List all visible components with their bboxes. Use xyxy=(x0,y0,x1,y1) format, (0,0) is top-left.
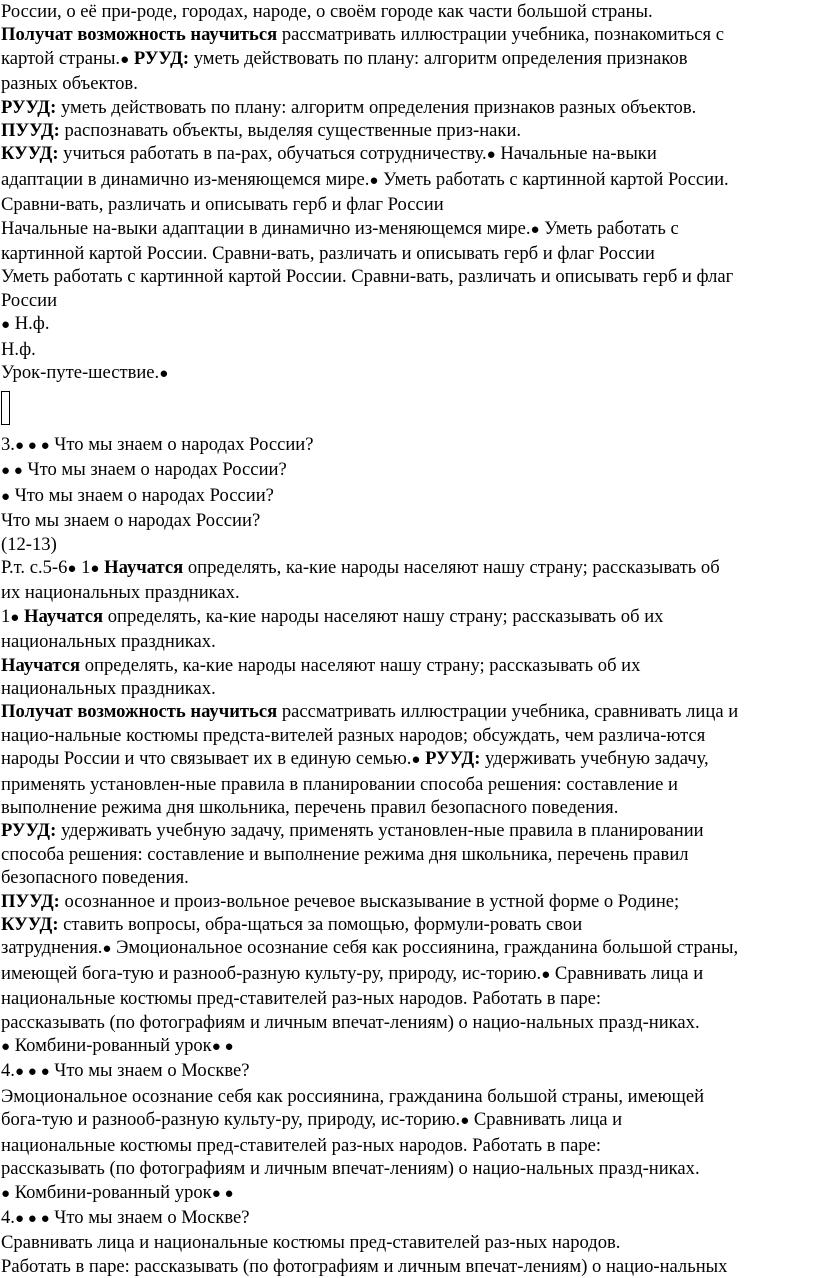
text-run: Р.т. с.5-6 xyxy=(1,556,68,578)
text-line xyxy=(1,533,812,556)
text-run: уметь действовать по плану: алгоритм определения признаков разных объектов. xyxy=(56,96,697,118)
text-line xyxy=(1,142,812,167)
text-line xyxy=(1,1011,812,1034)
text-run: Н.ф. xyxy=(1,338,36,360)
text-run: распознавать объекты, выделяя существенные приз-наки. xyxy=(59,120,522,142)
text-line xyxy=(1,1134,812,1157)
text-line xyxy=(1,242,812,265)
text-run: Уметь работать с картинной картой России. xyxy=(378,168,729,190)
text-line xyxy=(1,936,812,961)
text-line xyxy=(1,96,812,119)
text-run: Комбини-рованный урок xyxy=(10,1181,212,1203)
bullet-icon: ● xyxy=(1,317,11,334)
text-run: народы России и что связывает их в единую семью. xyxy=(1,748,412,770)
text-line xyxy=(1,913,812,936)
text-run: картой страны. xyxy=(1,47,121,69)
text-line xyxy=(1,581,812,604)
bullet-icon: ● xyxy=(541,966,551,983)
text-run: 3. xyxy=(1,433,15,455)
text-run: безопасного поведения. xyxy=(1,867,189,889)
text-line xyxy=(1,119,812,142)
text-run: Сравнивать лица и национальные костюмы пред-ставителей раз-ных народов. xyxy=(1,1232,621,1254)
text-line xyxy=(1,987,812,1010)
text-run: адаптации в динамично из-меняющемся мире. xyxy=(1,168,370,190)
bullet-icon: ● xyxy=(90,560,100,577)
text-run: способа решения: составление и выполнение режима дня школьника, перечень правил xyxy=(1,843,689,865)
text-run: 4. xyxy=(1,1060,15,1082)
text-line xyxy=(1,338,812,361)
text-line xyxy=(1,962,812,987)
text-run: Эмоциональное осознание себя как россиянина, гражданина большой страны, xyxy=(111,937,739,959)
text-line xyxy=(1,217,812,242)
text-line xyxy=(1,289,812,312)
text-run: удерживать учебную задачу, применять установлен-ные правила в планировании xyxy=(56,820,704,842)
bold-label: ПУУД: xyxy=(1,120,60,142)
text-line xyxy=(1,1181,812,1206)
bold-label: РУУД: xyxy=(133,47,190,69)
bullet-icon: ● xyxy=(67,560,77,577)
text-line xyxy=(1,193,812,216)
bullet-icon: ● xyxy=(411,752,421,769)
text-run: Что мы знаем о Москве? xyxy=(49,1060,250,1082)
text-line xyxy=(1,433,812,458)
text-run: удерживать учебную задачу, xyxy=(480,748,709,770)
text-run: 1 xyxy=(76,556,91,578)
bullet-icon: ● xyxy=(369,172,379,189)
text-line xyxy=(1,23,812,46)
text-run: Работать в паре: рассказывать (по фотографиям и личным впечат-лениям) о нацио-нальных xyxy=(1,1255,728,1277)
text-line xyxy=(1,890,812,913)
bold-label: Научатся xyxy=(24,605,104,627)
text-run: Что мы знаем о народах России? xyxy=(22,459,287,481)
text-line xyxy=(1,747,812,772)
text-run: имеющей бога-тую и разнооб-разную культу-ру, природу, ис-торию. xyxy=(1,962,542,984)
bullet-icon: ● ● xyxy=(211,1185,234,1202)
text-run: учиться работать в па-рах, обучаться сотрудничеству. xyxy=(58,143,487,165)
text-run: Сравнивать лица и xyxy=(550,962,704,984)
bullet-icon: ● xyxy=(530,221,540,238)
text-run: их национальных праздниках. xyxy=(1,582,240,604)
text-line xyxy=(1,630,812,653)
text-run: национальные костюмы пред-ставителей раз-ных народов. Работать в паре: xyxy=(1,988,602,1010)
text-run: определять, ка-кие народы населяют нашу страну; рассказывать об их xyxy=(103,605,664,627)
bullet-icon: ● ● ● xyxy=(14,1210,50,1227)
text-run: ставить вопросы, обра-щаться за помощью, формули-ровать свои xyxy=(58,914,583,936)
text-line xyxy=(1,677,812,700)
text-run: Сравни-вать, различать и описывать герб и флаг России xyxy=(1,194,444,216)
text-line xyxy=(1,265,812,288)
bullet-icon: ● xyxy=(10,609,20,626)
text-run: Эмоциональное осознание себя как россиянина, гражданина большой страны, имеющей xyxy=(1,1085,705,1107)
bold-label: Научатся xyxy=(1,654,81,676)
bullet-icon: ● xyxy=(1,1185,11,1202)
text-line xyxy=(1,1108,812,1133)
text-line xyxy=(1,1255,812,1278)
text-run: Уметь работать с картинной картой России. Сравни-вать, различать и описывать герб и флаг xyxy=(1,266,734,288)
bold-label: КУУД: xyxy=(1,914,59,936)
text-run: национальные костюмы пред-ставителей раз-ных народов. Работать в паре: xyxy=(1,1134,602,1156)
text-run: Что мы знаем о народах России? xyxy=(1,510,261,532)
text-line xyxy=(1,1231,812,1254)
text-run: бога-тую и разнооб-разную культу-ру, природу, ис-торию. xyxy=(1,1109,461,1131)
bullet-icon: ● xyxy=(102,941,112,958)
text-line xyxy=(1,1059,812,1084)
bullet-icon: ● xyxy=(120,51,130,68)
text-line xyxy=(1,724,812,747)
bullet-icon: ● ● xyxy=(1,463,23,480)
bold-label: РУУД: xyxy=(1,96,57,118)
text-line xyxy=(1,556,812,581)
text-run: затруднения. xyxy=(1,937,103,959)
text-line xyxy=(1,654,812,677)
text-run: Урок-путе-шествие. xyxy=(1,362,160,384)
text-line xyxy=(1,843,812,866)
text-run: выполнение режима дня школьника, перечень правил безопасного поведения. xyxy=(1,797,619,818)
text-line xyxy=(1,605,812,630)
text-run: Что мы знаем о народах России? xyxy=(10,484,274,506)
text-run: определять, ка-кие народы населяют нашу страну; рассказывать об xyxy=(183,556,720,578)
text-line xyxy=(1,361,812,386)
text-run: рассказывать (по фотографиям и личным впечат-лениям) о нацио-нальных празд-никах. xyxy=(1,1011,700,1033)
bold-label: РУУД: xyxy=(1,820,57,842)
text-run: рассматривать иллюстрации учебника, познакомиться с xyxy=(277,24,724,46)
text-run: нацио-нальные костюмы предста-вителей разных народов; обсуждать, чем различа-ются xyxy=(1,724,706,746)
text-line xyxy=(1,458,812,483)
text-line xyxy=(1,1157,812,1180)
text-line xyxy=(1,866,812,889)
text-run: Начальные на-выки xyxy=(495,143,657,165)
text-run: России, о её при-роде, городах, народе, о своём городе как части большой страны. xyxy=(1,1,653,22)
text-run: Что мы знаем о Москве? xyxy=(49,1206,250,1228)
text-run: России xyxy=(1,289,58,311)
bold-label: Научатся xyxy=(104,556,184,578)
text-line xyxy=(1,312,812,337)
bullet-icon: ● ● ● xyxy=(14,1064,50,1081)
text-run: рассматривать иллюстрации учебника, сравнивать лица и xyxy=(277,701,739,723)
text-run: Начальные на-выки адаптации в динамично из-меняющемся мире. xyxy=(1,217,531,239)
text-run: 1 xyxy=(1,605,11,627)
text-line xyxy=(1,1206,812,1231)
bullet-icon: ● ● ● xyxy=(14,437,50,454)
text-run: национальных праздниках. xyxy=(1,677,216,699)
text-line xyxy=(1,796,812,819)
text-line xyxy=(1,700,812,723)
text-run: Комбини-рованный урок xyxy=(10,1035,212,1057)
text-run: Н.ф. xyxy=(10,313,50,335)
text-run: определять, ка-кие народы населяют нашу страну; рассказывать об их xyxy=(80,654,641,676)
text-line xyxy=(1,1034,812,1059)
text-line xyxy=(1,773,812,796)
text-run: (12-13) xyxy=(1,533,57,555)
text-line xyxy=(1,484,812,509)
text-run: уметь действовать по плану: алгоритм определения признаков xyxy=(189,47,688,69)
bullet-icon: ● xyxy=(1,488,11,505)
bullet-icon: ● xyxy=(1,1039,11,1056)
text-run: Уметь работать с xyxy=(539,217,679,239)
text-line xyxy=(1,509,812,532)
bullet-icon: ● xyxy=(486,147,496,164)
text-line xyxy=(1,47,812,72)
text-run: осознанное и произ-вольное речевое высказывание в устной форме о Родине; xyxy=(59,890,680,912)
bold-label: ПУУД: xyxy=(1,890,60,912)
text-run: национальных праздниках. xyxy=(1,631,216,653)
text-run: Сравнивать лица и xyxy=(469,1109,623,1131)
text-line xyxy=(1,168,812,193)
bold-label: КУУД: xyxy=(1,143,59,165)
bullet-icon: ● xyxy=(460,1113,470,1130)
bold-label: Получат возможность научиться xyxy=(1,701,278,723)
text-run: картинной картой России. Сравни-вать, различать и описывать герб и флаг России xyxy=(1,243,655,265)
bullet-icon: ● ● xyxy=(211,1039,234,1056)
text-line xyxy=(1,0,812,23)
bold-label: РУУД: xyxy=(425,748,481,770)
text-line xyxy=(1,72,812,95)
text-line xyxy=(1,819,812,842)
empty-table-cell xyxy=(1,387,812,433)
text-line xyxy=(1,1085,812,1108)
bold-label: Получат возможность научиться xyxy=(1,24,278,46)
text-run: применять установлен-ные правила в планировании способа решения: составление и xyxy=(1,773,678,795)
text-run: Что мы знаем о народах России? xyxy=(49,433,314,455)
text-run: 4. xyxy=(1,1206,15,1228)
bullet-icon: ● xyxy=(159,366,169,383)
text-run: рассказывать (по фотографиям и личным впечат-лениям) о нацио-нальных празд-никах. xyxy=(1,1158,700,1180)
text-run: разных объектов. xyxy=(1,73,138,95)
